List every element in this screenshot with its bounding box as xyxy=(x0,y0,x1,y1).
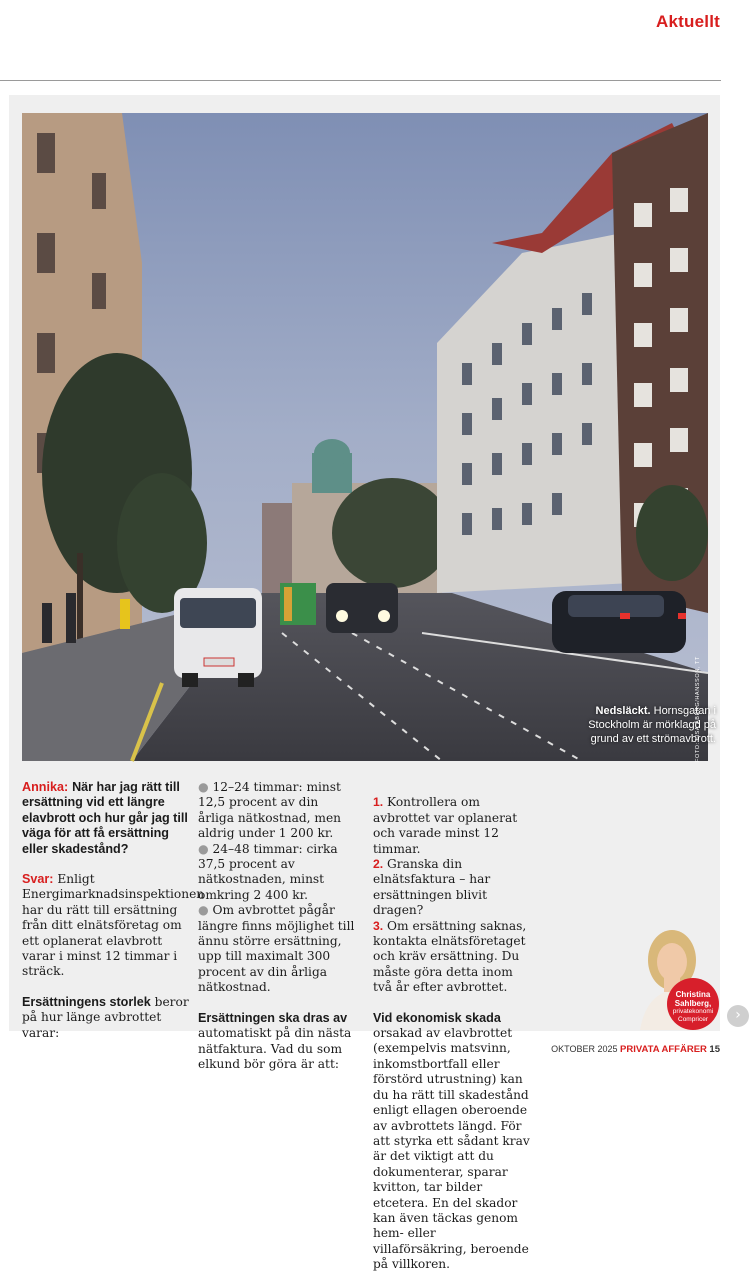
list-item xyxy=(373,857,533,919)
list-item xyxy=(198,780,358,842)
bullet-list xyxy=(198,780,358,996)
bullet-dot-icon: ● xyxy=(198,780,209,794)
answer-text: Enligt Energimarknadsinspektionen har du rätt till ersättning från ditt elnätsföretag om ett oplanerat elavbrott varar i minst 12 timmar i sträck. xyxy=(22,872,205,979)
next-page-chevron-icon[interactable]: › xyxy=(727,1005,749,1027)
auto-paragraph xyxy=(198,1011,358,1073)
damage-paragraph xyxy=(373,1011,533,1273)
size-heading: Ersättningens storlek xyxy=(22,994,151,1009)
bullet-text: 12–24 timmar: minst 12,5 procent av din årliga nätkostnad, men aldrig under 1 200 kr. xyxy=(198,780,342,841)
damage-text: orsakad av elavbrottet (exempelvis matsvinn, inkomstbortfall eller förstörd utrustning) kan du ha rätt till skadestånd enligt ellagen oberoende av avbrottets längd. För att styrka ett sådant krav är det viktigt att du dokumenterar, sparar kvitton, tar bilder etcetera. En del skador kan även täckas genom hem- eller villaförsäkring, beroende på villkoren. xyxy=(373,1026,530,1272)
question-text: När har jag rätt till ersättning vid ett längre elavbrott och hur går jag till väga för att få ersättning eller skadestånd? xyxy=(22,780,188,856)
bullet-dot-icon: ● xyxy=(198,903,209,918)
step-number: 1. xyxy=(373,795,384,810)
author-badge xyxy=(667,978,719,1030)
author-role: privatekonomi Compricer xyxy=(672,1008,714,1023)
column-1 xyxy=(22,780,205,1056)
street-photo xyxy=(22,113,708,761)
step-text: Granska din elnätsfaktura – har ersättningen blivit dragen? xyxy=(373,857,491,918)
caption-title: Nedsläckt. xyxy=(595,705,651,717)
list-item xyxy=(373,795,533,857)
photo-credit: FOTO: LISA ÅBERG/HANSSON, TT xyxy=(695,656,701,762)
answer xyxy=(22,872,205,980)
section-label: Aktuellt xyxy=(656,12,720,31)
footer-date: OKTOBER 2025 xyxy=(551,1044,618,1054)
size-paragraph xyxy=(22,995,190,1041)
column-2 xyxy=(198,780,358,1087)
auto-heading: Ersättningen ska dras av xyxy=(198,1010,348,1025)
auto-text: automatiskt på din nästa nätfaktura. Vad du som elkund bör göra är att: xyxy=(198,1026,352,1071)
size-text: beror på hur länge avbrottet varar: xyxy=(22,994,189,1040)
damage-heading: Vid ekonomisk skada xyxy=(373,1010,501,1025)
bullet-text: Om avbrottet pågår längre finns möjlighet till ännu större ersättning, upp till maximalt 300 procent av din årliga nätkostnad. xyxy=(198,903,355,995)
answer-label: Svar: xyxy=(22,872,54,887)
bullet-text: 24–48 timmar: cirka 37,5 procent av nätkostnaden, minst omkring 2 400 kr. xyxy=(198,841,338,902)
header-divider xyxy=(0,80,721,81)
list-item xyxy=(198,842,358,904)
list-item xyxy=(198,903,358,995)
step-list xyxy=(373,795,533,995)
step-text: Om ersättning saknas, kontakta elnätsföretaget och kräv ersättning. Du måste göra detta inom två år efter avbrottet. xyxy=(373,918,527,995)
page-number: 15 xyxy=(709,1044,720,1055)
step-number: 3. xyxy=(373,918,384,933)
bullet-dot-icon: ● xyxy=(198,841,209,856)
column-continuation-spacer xyxy=(373,780,533,795)
question xyxy=(22,780,190,857)
page-footer xyxy=(551,1044,720,1055)
list-item xyxy=(373,919,533,996)
street-photo-icon xyxy=(22,113,708,761)
step-text: Kontrollera om avbrottet var oplanerat och varade minst 12 timmar. xyxy=(373,795,518,856)
question-label: Annika: xyxy=(22,780,69,794)
author-name: Christina Sahlberg, xyxy=(674,990,712,1008)
footer-magazine: PRIVATA AFFÄRER xyxy=(620,1044,707,1055)
column-3 xyxy=(373,780,533,1288)
step-number: 2. xyxy=(373,857,384,872)
caption-text: Hornsgatan i Stockholm är mörklagd på grund av ett strömavbrott. xyxy=(588,705,716,745)
